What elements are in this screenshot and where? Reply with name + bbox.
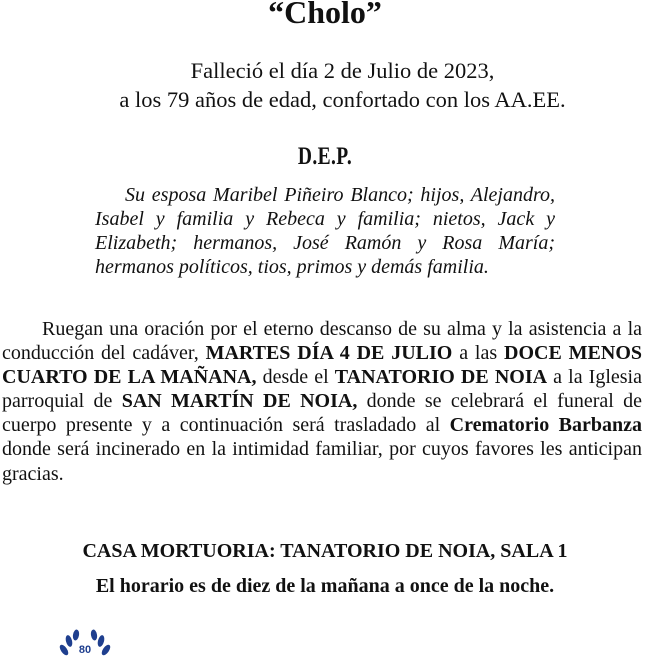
- crematorium: Crematorio Barbanza: [449, 414, 643, 437]
- death-date-line: Falleció el día 2 de Julio de 2023,: [190, 58, 495, 83]
- service-time: DOCE MENOS CUARTO DE LA MAÑANA,: [2, 342, 642, 389]
- wake-location: CASA MORTUORIA: TANATORIO DE NOIA, SALA 1: [82, 540, 568, 562]
- service-text: donde se celebrará el funeral de cuerpo presente y a continuación será trasladado al: [2, 390, 642, 437]
- service-church: SAN MARTÍN DE NOIA,: [121, 390, 358, 413]
- logo-number: 80: [78, 644, 92, 656]
- service-text: donde será incinerado en la intimidad familiar, por cuyos favores les anticipan gracias.: [2, 438, 642, 485]
- death-notice: [60, 56, 625, 114]
- service-text: desde el: [256, 366, 335, 389]
- service-text: Ruegan una oración por el eterno descanso de su alma y la asistencia a la conducción del cadáver,: [2, 318, 642, 365]
- dep-heading: D.E.P.: [297, 143, 353, 170]
- service-text: a las: [452, 342, 505, 365]
- service-date: MARTES DÍA 4 DE JULIO: [205, 342, 453, 365]
- service-paragraph: [2, 317, 642, 486]
- age-line: a los 79 años de edad, confortado con los AA.EE.: [119, 87, 566, 112]
- service-text: a la Iglesia parroquial de: [2, 366, 642, 413]
- family-paragraph: Su esposa Maribel Piñeiro Blanco; hijos, Alejandro, Isabel y familia y Rebeca y familia; nietos, Jack y Elizabeth; hermanos, José Ramón y Rosa María; hermanos políticos, tios, primos y demás familia.: [95, 184, 555, 278]
- laurel-logo-icon: [50, 620, 120, 660]
- deceased-nickname: “Cholo”: [268, 0, 382, 30]
- service-origin: TANATORIO DE NOIA: [334, 366, 548, 389]
- visiting-hours: El horario es de diez de la mañana a once de la noche.: [95, 575, 555, 597]
